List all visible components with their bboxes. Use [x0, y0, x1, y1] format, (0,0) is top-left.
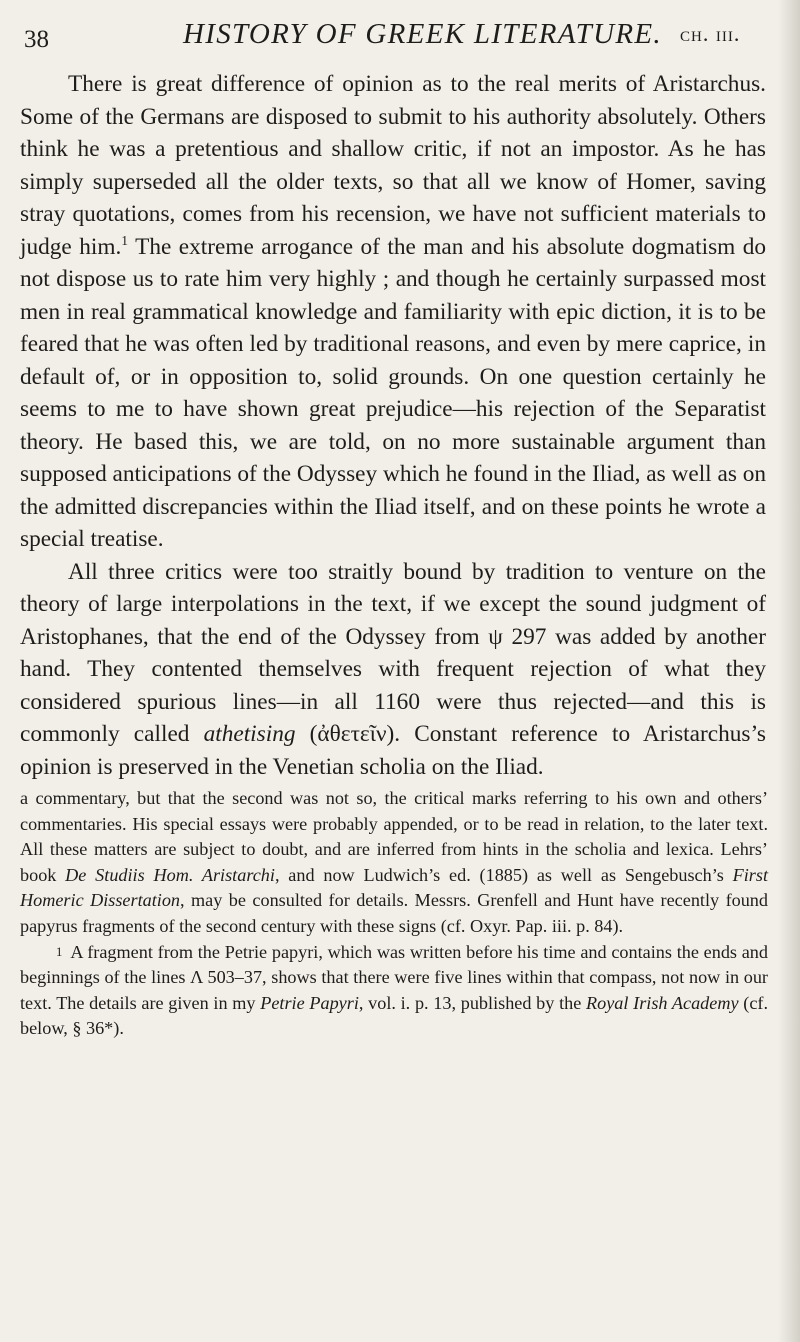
footnote-marker: 1: [56, 944, 63, 959]
footnote-reference: 1: [121, 232, 129, 248]
footnote-1-text-3: (cf. below, § 36*).: [20, 992, 768, 1039]
paragraph-critics-text-1: All three critics were too straitly bound by tradition to venture on the theory of large interpolations in the text, if we except the sound judgment of Aristophanes, that the end of the Odyssey from ψ 297 was added by another hand. They contented themselves with frequent rejection of what they considered spurious lines—in all 1160 were thus rejected—and this is commonly called: [20, 558, 766, 747]
chapter-reference: ch. iii.: [680, 21, 741, 46]
page-number: 38: [24, 26, 49, 53]
sengebusch-title: First Homeric Dissertation: [20, 864, 768, 911]
paragraph-critics: [20, 556, 766, 784]
running-title: HISTORY OF GREEK LITERATURE.: [183, 18, 662, 50]
royal-irish-academy: Royal Irish Academy: [586, 992, 739, 1013]
continued-footnote-text-1: a commentary, but that the second was not so, the critical marks referring to his own and others’ commentaries. His special essays were probably appended, or to be read in relation, to the later text. All these matters are subject to doubt, and are inferred from hints in the scholia and lexica. Lehrs’ book: [20, 788, 768, 885]
greek-term: (ἀθετεῖν): [295, 721, 395, 747]
main-text: [20, 68, 766, 783]
athetising-term: athetising: [203, 721, 296, 747]
footnote-1-text-2: , vol. i. p. 13, published by the: [358, 992, 587, 1013]
paragraph-aristarchus: [20, 68, 766, 556]
petrie-title: Petrie Papyri: [260, 992, 359, 1013]
running-head: [20, 8, 782, 68]
continued-footnote-text-3: , may be consulted for details. Messrs. Grenfell and Hunt have recently found papyrus fragments of the second century with these signs (cf. Oxyr. Pap. iii. p. 84).: [20, 890, 768, 936]
continued-footnote-text-2: , and now Ludwich’s ed. (1885) as well as Sengebusch’s: [274, 864, 733, 885]
paragraph-critics-text-2: . Constant reference to Aristarchus’s opinion is preserved in the Venetian scholia on the Iliad.: [20, 721, 766, 780]
paragraph-aristarchus-text-2: The extreme arrogance of the man and his absolute dogmatism do not dispose us to rate him very highly ; and though he certainly surpassed most men in real grammatical knowledge and familiarity with epic diction, it is to be feared that he was often led by traditional reasons, and even by mere caprice, in default of, or in opposition to, solid grounds. On one question certainly he seems to me to have shown great prejudice—his rejection of the Separatist theory. He based this, we are told, on no more sustainable argument than supposed anticipations of the Odyssey which he found in the Iliad, as well as on the admitted discrepancies within the Iliad itself, and on these points he wrote a special treatise.: [20, 233, 767, 552]
continued-footnote: [20, 786, 768, 940]
footnote-1-text-1: A fragment from the Petrie papyri, which was written before his time and contains the ends and beginnings of the lines Λ 503–37, shows that there were five lines within that compass, not now in our text. The details are given in my: [20, 941, 768, 1013]
lehrs-book-title: De Studiis Hom. Aristarchi: [65, 864, 275, 885]
paragraph-aristarchus-text-1: There is great difference of opinion as to the real merits of Aristarchus. Some of the Germans are disposed to submit to his authority absolutely. Others think he was a pretentious and shallow critic, if not an impostor. As he has simply superseded all the older texts, so that all we know of Homer, saving stray quotations, comes from his recension, we have not sufficient materials to judge him.: [20, 71, 766, 260]
footnote-1: [20, 940, 768, 1042]
footnotes: [20, 786, 768, 1042]
page-edge-shadow: [778, 0, 800, 1342]
